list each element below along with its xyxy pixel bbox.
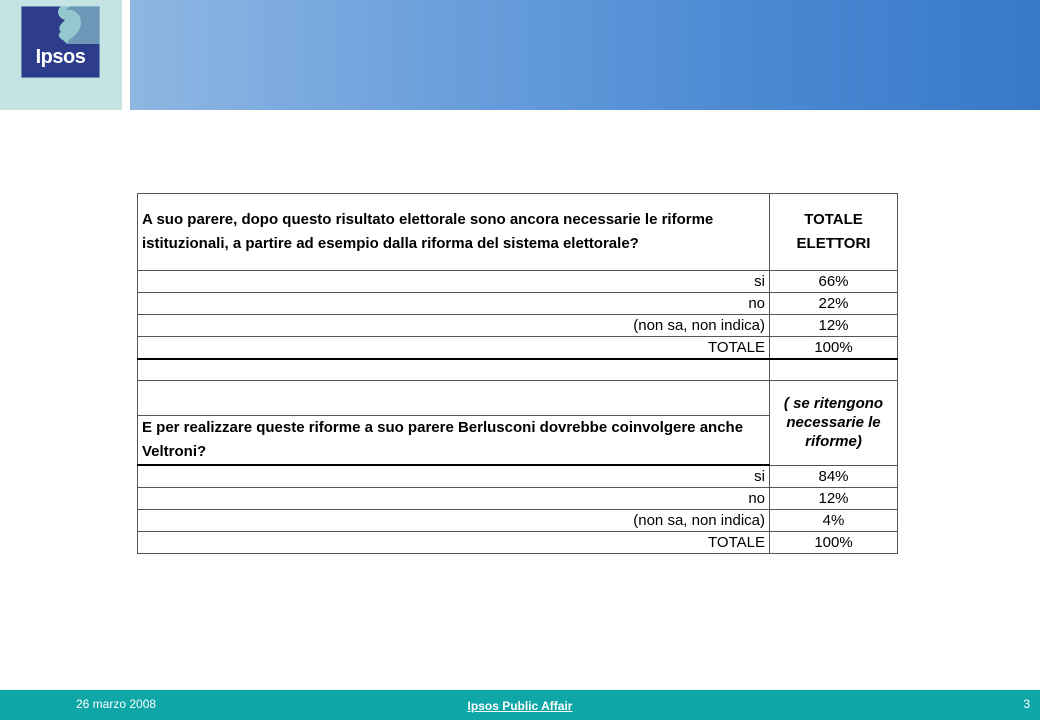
survey-table xyxy=(137,193,898,554)
table1-row-value: 66% xyxy=(770,271,898,293)
table-row xyxy=(138,510,898,532)
table1-row-value: 22% xyxy=(770,293,898,315)
spacer-row xyxy=(138,359,898,381)
table2-total-label: TOTALE xyxy=(138,532,770,554)
table-row xyxy=(138,488,898,510)
table2-row-label: no xyxy=(138,488,770,510)
table2-row-value: 4% xyxy=(770,510,898,532)
logo-text: Ipsos xyxy=(35,46,86,68)
table1-row-label: (non sa, non indica) xyxy=(138,315,770,337)
table2-row-value: 84% xyxy=(770,465,898,488)
footer-bar xyxy=(0,690,1040,720)
table1-total-label: TOTALE xyxy=(138,337,770,360)
header-band xyxy=(130,0,1040,110)
table-row xyxy=(138,271,898,293)
footer-date: 26 marzo 2008 xyxy=(76,697,157,711)
table1-row-value: 12% xyxy=(770,315,898,337)
table1-row-label: no xyxy=(138,293,770,315)
ipsos-logo xyxy=(21,6,100,78)
spacer-cell xyxy=(770,359,898,381)
table2-total-value: 100% xyxy=(770,532,898,554)
table1-question-row xyxy=(138,194,898,271)
table2-row-value: 12% xyxy=(770,488,898,510)
table1-total-value: 100% xyxy=(770,337,898,360)
footer-company: Ipsos Public Affair xyxy=(467,699,573,713)
table2-blank-cell xyxy=(138,381,770,416)
table-row xyxy=(138,293,898,315)
table-row xyxy=(138,532,898,554)
table-row xyxy=(138,337,898,360)
table2-note-row xyxy=(138,381,898,416)
table2-note: ( se ritengono necessarie le riforme) xyxy=(770,381,898,466)
page-number: 3 xyxy=(1023,697,1030,711)
spacer-cell xyxy=(138,359,770,381)
table-row xyxy=(138,465,898,488)
table1-row-label: si xyxy=(138,271,770,293)
table-row xyxy=(138,315,898,337)
table2-question: E per realizzare queste riforme a suo parere Berlusconi dovrebbe coinvolgere anche Veltroni? xyxy=(138,416,770,466)
table1-header: TOTALE ELETTORI xyxy=(770,194,898,271)
table1-question: A suo parere, dopo questo risultato elettorale sono ancora necessarie le riforme istituzionali, a partire ad esempio dalla riforma del sistema elettorale? xyxy=(138,194,770,271)
table2-row-label: (non sa, non indica) xyxy=(138,510,770,532)
header-left-panel xyxy=(0,0,122,110)
table2-row-label: si xyxy=(138,465,770,488)
